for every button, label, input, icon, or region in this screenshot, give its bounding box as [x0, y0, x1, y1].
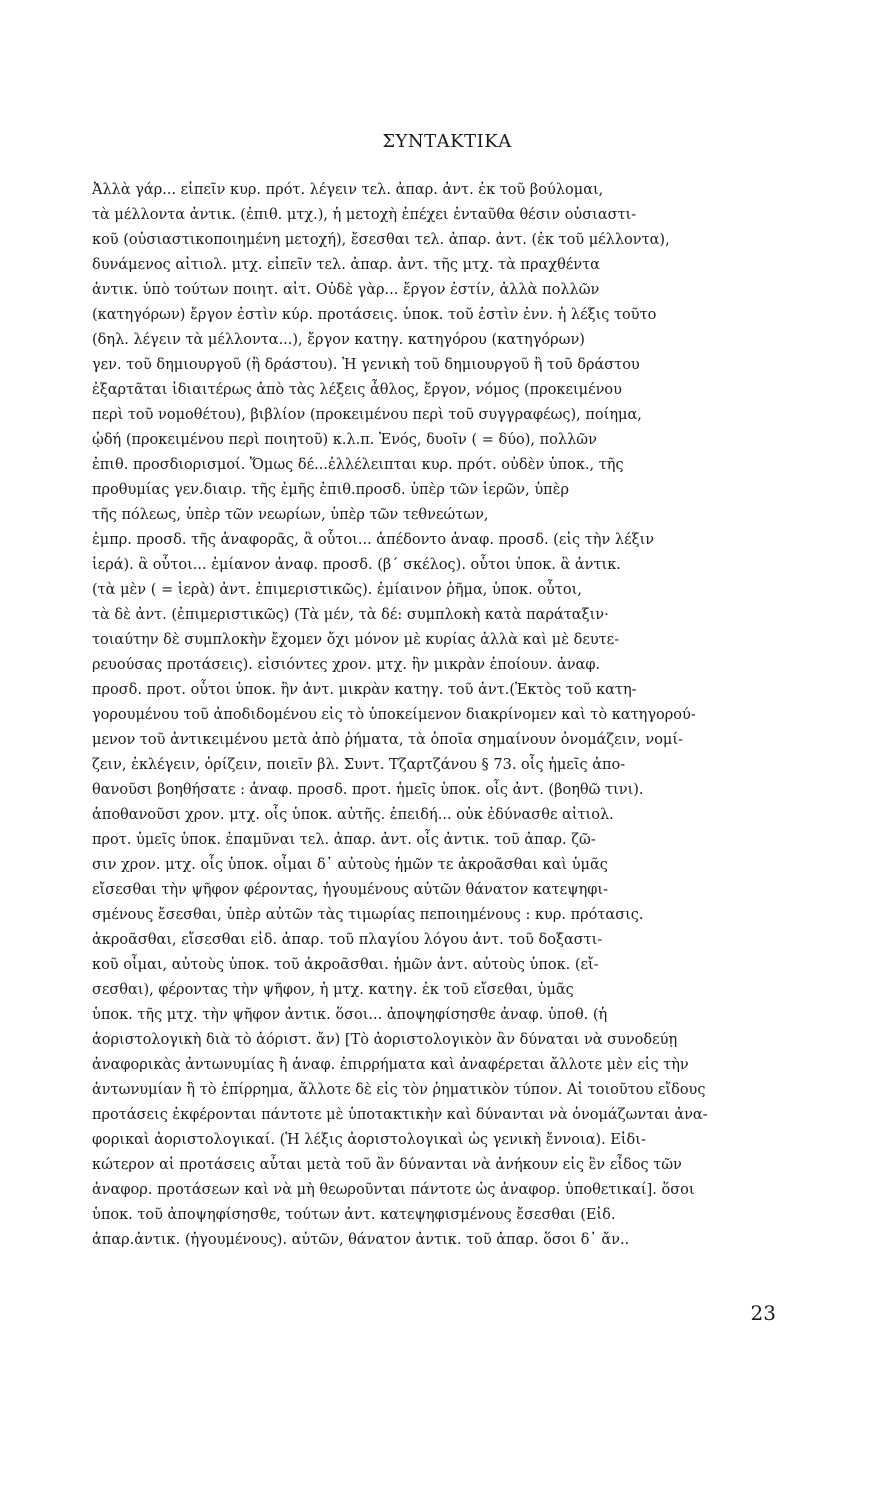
text-line: προτάσεις ἐκφέρονται πάντοτε μὲ ὑποτακτικὴν καὶ δύνανται νὰ ὀνομάζωνται ἀνα-: [92, 1107, 708, 1123]
text-line: ἱερά). ἃ οὗτοι... ἐμίανον ἀναφ. προσδ. (β΄ σκέλος). οὗτοι ὑποκ. ἃ ἀντικ.: [92, 557, 621, 573]
text-line: περὶ τοῦ νομοθέτου), βιβλίον (προκειμένου περὶ τοῦ συγγραφέως), ποίημα,: [92, 407, 642, 423]
page-number: 23: [750, 1301, 776, 1325]
text-line: ἀναφορικὰς ἀντωνυμίας ἢ ἀναφ. ἐπιρρήματα καὶ ἀναφέρεται ἄλλοτε μὲν εἰς τὴν: [92, 1057, 689, 1073]
text-line: ἐπιθ. προσδιορισμοί. Ὅμως δέ...ἐλλέλειπται κυρ. πρότ. οὐδὲν ὑποκ., τῆς: [92, 457, 624, 473]
text-line: τὰ μέλλοντα ἀντικ. (ἐπιθ. μτχ.), ἡ μετοχὴ ἐπέχει ἐνταῦθα θέσιν οὐσιαστι-: [92, 207, 637, 223]
text-line: προτ. ὑμεῖς ὑποκ. ἐπαμῦναι τελ. ἀπαρ. ἀντ. οἷς ἀντικ. τοῦ ἀπαρ. ζῶ-: [92, 832, 596, 848]
text-line: σμένους ἔσεσθαι, ὑπὲρ αὐτῶν τὰς τιμωρίας πεποιημένους : κυρ. πρότασις.: [92, 907, 644, 923]
text-line: ἀποθανοῦσι χρον. μτχ. οἷς ὑποκ. αὐτῆς. ἐπειδή... οὐκ ἐδύνασθε αἰτιολ.: [92, 807, 614, 823]
text-line: γορουμένου τοῦ ἀποδιδομένου εἰς τὸ ὑποκείμενον διακρίνομεν καὶ τὸ κατηγορού-: [92, 707, 696, 723]
text-line: (δηλ. λέγειν τὰ μέλλοντα...), ἔργον κατηγ. κατηγόρου (κατηγόρων): [92, 332, 585, 348]
text-line: μενον τοῦ ἀντικειμένου μετὰ ἀπὸ ῥήματα, τὰ ὁποῖα σημαίνουν ὀνομάζειν, νομί-: [92, 732, 683, 748]
text-line: ἀοριστολογικὴ διὰ τὸ ἀόριστ. ἄν) [Τὸ ἀοριστολογικὸν ἂν δύναται νὰ συνοδεύῃ: [92, 1032, 678, 1048]
text-line: ρευούσας προτάσεις). εἰσιόντες χρον. μτχ. ἣν μικρὰν ἐποίουν. ἀναφ.: [92, 657, 601, 673]
text-line: (τὰ μὲν ( = ἱερὰ) ἀντ. ἐπιμεριστικῶς). ἐμίαινον ῥῆμα, ὑποκ. οὗτοι,: [92, 582, 582, 598]
text-line: ἀναφορ. προτάσεων καὶ νὰ μὴ θεωροῦνται πάντοτε ὡς ἀναφορ. ὑποθετικαί]. ὅσοι: [92, 1182, 695, 1198]
page-title: ΣΥΝΤΑΚΤΙΚΑ: [382, 131, 512, 152]
text-line: δυνάμενος αἰτιολ. μτχ. εἰπεῖν τελ. ἀπαρ. ἀντ. τῆς μτχ. τὰ πραχθέντα: [92, 257, 600, 273]
text-line: ὑποκ. τοῦ ἀποψηφίσησθε, τούτων ἀντ. κατεψηφισμένους ἔσεσθαι (Εἰδ.: [92, 1207, 616, 1223]
text-line: ἀπαρ.ἀντικ. (ἡγουμένους). αὐτῶν, θάνατον ἀντικ. τοῦ ἀπαρ. ὅσοι δ᾽ ἄν..: [92, 1232, 630, 1248]
body-text: [92, 178, 782, 1253]
text-line: προθυμίας γεν.διαιρ. τῆς ἐμῆς ἐπιθ.προσδ. ὑπὲρ τῶν ἱερῶν, ὑπὲρ: [92, 482, 569, 498]
text-line: Ἀλλὰ γάρ... εἰπεῖν κυρ. πρότ. λέγειν τελ. ἀπαρ. ἀντ. ἐκ τοῦ βούλομαι,: [92, 182, 604, 198]
text-line: σεσθαι), φέροντας τὴν ψῆφον, ἡ μτχ. κατηγ. ἐκ τοῦ εἴσεθαι, ὑμᾶς: [92, 982, 574, 998]
text-line: γεν. τοῦ δημιουργοῦ (ἢ δράστου). Ἡ γενικὴ τοῦ δημιουργοῦ ἢ τοῦ δράστου: [92, 357, 640, 373]
text-line: τὰ δὲ ἀντ. (ἐπιμεριστικῶς) (Τὰ μέν, τὰ δέ: συμπλοκὴ κατὰ παράταξιν·: [92, 607, 609, 623]
text-line: προσδ. προτ. οὗτοι ὑποκ. ἣν ἀντ. μικρὰν κατηγ. τοῦ ἀντ.(Ἐκτὸς τοῦ κατη-: [92, 682, 637, 698]
text-line: ζειν, ἐκλέγειν, ὁρίζειν, ποιεῖν βλ. Συντ. Τζαρτζάνου § 73. οἷς ἡμεῖς ἀπο-: [92, 757, 626, 773]
text-line: ἐξαρτᾶται ἰδιαιτέρως ἀπὸ τὰς λέξεις ἆθλος, ἔργον, νόμος (προκειμένου: [92, 382, 622, 398]
text-line: θανοῦσι βοηθήσατε : ἀναφ. προσδ. προτ. ἡμεῖς ὑποκ. οἷς ἀντ. (βοηθῶ τινι).: [92, 782, 644, 798]
text-line: τῆς πόλεως, ὑπὲρ τῶν νεωρίων, ὑπὲρ τῶν τεθνεώτων,: [92, 507, 489, 523]
text-line: ἀκροᾶσθαι, εἴσεσθαι εἰδ. ἀπαρ. τοῦ πλαγίου λόγου ἀντ. τοῦ δοξαστι-: [92, 932, 603, 948]
text-line: (κατηγόρων) ἔργον ἐστὶν κύρ. προτάσεις. ὑποκ. τοῦ ἐστὶν ἐνν. ἡ λέξις τοῦτο: [92, 307, 657, 323]
text-line: ἀντωνυμίαν ἢ τὸ ἐπίρρημα, ἄλλοτε δὲ εἰς τὸν ῥηματικὸν τύπον. Αἱ τοιοῦτου εἴδους: [92, 1082, 706, 1098]
text-line: εἴσεσθαι τὴν ψῆφον φέροντας, ἡγουμένους αὐτῶν θάνατον κατεψηφι-: [92, 882, 608, 898]
text-line: κοῦ (οὐσιαστικοποιημένη μετοχή), ἔσεσθαι τελ. ἀπαρ. ἀντ. (ἐκ τοῦ μέλλοντα),: [92, 232, 670, 248]
text-line: φορικαὶ ἀοριστολογικαί. (Ἡ λέξις ἀοριστολογικαὶ ὡς γενικὴ ἔννοια). Εἰδι-: [92, 1132, 646, 1148]
text-line: ἀντικ. ὑπὸ τούτων ποιητ. αἰτ. Οὐδὲ γὰρ... ἔργον ἐστίν, ἀλλὰ πολλῶν: [92, 282, 600, 298]
text-line: ἐμπρ. προσδ. τῆς ἀναφορᾶς, ἃ οὗτοι... ἀπέδοντο ἀναφ. προσδ. (εἰς τὴν λέξιν: [92, 532, 655, 548]
text-line: τοιαύτην δὲ συμπλοκὴν ἔχομεν ὄχι μόνον μὲ κυρίας ἀλλὰ καὶ μὲ δευτε-: [92, 632, 620, 648]
text-line: κοῦ οἶμαι, αὐτοὺς ὑποκ. τοῦ ἀκροᾶσθαι. ἡμῶν ἀντ. αὐτοὺς ὑποκ. (εἴ-: [92, 957, 599, 973]
text-line: κώτερον αἱ προτάσεις αὗται μετὰ τοῦ ἂν δύνανται νὰ ἀνήκουν εἰς ἓν εἶδος τῶν: [92, 1157, 682, 1173]
text-line: σιν χρον. μτχ. οἷς ὑποκ. οἶμαι δ᾽ αὐτοὺς ἡμῶν τε ἀκροᾶσθαι καὶ ὑμᾶς: [92, 857, 608, 873]
text-line: ᾠδή (προκειμένου περὶ ποιητοῦ) κ.λ.π. Ἑνός, δυοῖν ( = δύο), πολλῶν: [92, 432, 597, 448]
text-line: ὑποκ. τῆς μτχ. τὴν ψῆφον ἀντικ. ὅσοι... ἀποψηφίσησθε ἀναφ. ὑποθ. (ἡ: [92, 1007, 608, 1023]
